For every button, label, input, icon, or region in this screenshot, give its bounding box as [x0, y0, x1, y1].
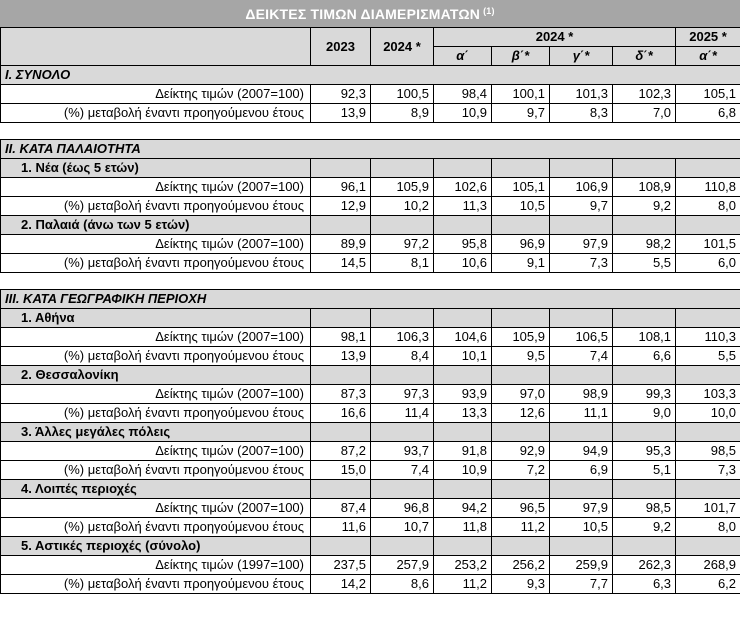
- group-filler: [613, 480, 676, 499]
- value-cell: 91,8: [434, 442, 492, 461]
- group-filler: [676, 366, 740, 385]
- group-filler: [492, 423, 550, 442]
- group-filler: [550, 366, 613, 385]
- table-row: [1, 575, 740, 594]
- group-header-row: [1, 366, 740, 385]
- group-filler: [311, 159, 371, 178]
- value-cell: 7,2: [492, 461, 550, 480]
- group-filler: [434, 480, 492, 499]
- group-filler: [371, 159, 434, 178]
- value-cell: 256,2: [492, 556, 550, 575]
- value-cell: 93,9: [434, 385, 492, 404]
- value-cell: 103,3: [676, 385, 740, 404]
- value-cell: 110,8: [676, 178, 740, 197]
- value-cell: 6,9: [550, 461, 613, 480]
- value-cell: 7,3: [676, 461, 740, 480]
- value-cell: 13,9: [311, 104, 371, 123]
- group-filler: [492, 216, 550, 235]
- value-cell: 96,9: [492, 235, 550, 254]
- row-label: Δείκτης τιμών (2007=100): [1, 442, 311, 461]
- value-cell: 105,1: [492, 178, 550, 197]
- row-label: Δείκτης τιμών (2007=100): [1, 499, 311, 518]
- row-label: (%) μεταβολή έναντι προηγούμενου έτους: [1, 254, 311, 273]
- value-cell: 98,9: [550, 385, 613, 404]
- value-cell: 102,3: [613, 85, 676, 104]
- table-row: [1, 85, 740, 104]
- price-index-table: [0, 27, 740, 594]
- header-quarter: γ΄*: [550, 47, 613, 66]
- group-filler: [311, 480, 371, 499]
- value-cell: 95,8: [434, 235, 492, 254]
- value-cell: 10,9: [434, 104, 492, 123]
- section-filler: [371, 140, 434, 159]
- value-cell: 105,9: [371, 178, 434, 197]
- section-title: III. ΚΑΤΑ ΓΕΩΓΡΑΦΙΚΗ ΠΕΡΙΟΧΗ: [1, 290, 311, 309]
- group-filler: [371, 309, 434, 328]
- value-cell: 15,0: [311, 461, 371, 480]
- section-title: I. ΣΥΝΟΛΟ: [1, 66, 311, 85]
- value-cell: 14,2: [311, 575, 371, 594]
- value-cell: 108,9: [613, 178, 676, 197]
- section-filler: [613, 290, 676, 309]
- value-cell: 106,5: [550, 328, 613, 347]
- group-title: 3. Άλλες μεγάλες πόλεις: [1, 423, 311, 442]
- value-cell: 9,0: [613, 404, 676, 423]
- spacer-row: [1, 123, 740, 140]
- table-title: [0, 0, 740, 27]
- value-cell: 98,1: [311, 328, 371, 347]
- section-header-row: [1, 290, 740, 309]
- table-body: [1, 66, 740, 594]
- value-cell: 12,9: [311, 197, 371, 216]
- value-cell: 11,1: [550, 404, 613, 423]
- value-cell: 11,8: [434, 518, 492, 537]
- group-filler: [311, 366, 371, 385]
- group-filler: [434, 159, 492, 178]
- row-label: Δείκτης τιμών (2007=100): [1, 385, 311, 404]
- value-cell: 93,7: [371, 442, 434, 461]
- header-2024: 2024 *: [371, 28, 434, 66]
- group-title: 4. Λοιπές περιοχές: [1, 480, 311, 499]
- value-cell: 9,2: [613, 518, 676, 537]
- header-quarter: α΄*: [676, 47, 740, 66]
- section-filler: [311, 140, 371, 159]
- table-row: [1, 442, 740, 461]
- table-row: [1, 328, 740, 347]
- value-cell: 6,6: [613, 347, 676, 366]
- table-row: [1, 235, 740, 254]
- value-cell: 8,0: [676, 518, 740, 537]
- value-cell: 6,8: [676, 104, 740, 123]
- value-cell: 12,6: [492, 404, 550, 423]
- value-cell: 10,5: [550, 518, 613, 537]
- row-label: (%) μεταβολή έναντι προηγούμενου έτους: [1, 104, 311, 123]
- value-cell: 6,0: [676, 254, 740, 273]
- table-row: [1, 556, 740, 575]
- value-cell: 11,3: [434, 197, 492, 216]
- value-cell: 92,9: [492, 442, 550, 461]
- row-label: Δείκτης τιμών (2007=100): [1, 178, 311, 197]
- value-cell: 10,1: [434, 347, 492, 366]
- title-footnote: (1): [483, 5, 495, 16]
- value-cell: 7,7: [550, 575, 613, 594]
- value-cell: 8,0: [676, 197, 740, 216]
- value-cell: 9,2: [613, 197, 676, 216]
- group-filler: [434, 309, 492, 328]
- row-label: (%) μεταβολή έναντι προηγούμενου έτους: [1, 518, 311, 537]
- table-row: [1, 404, 740, 423]
- section-filler: [613, 66, 676, 85]
- row-label: (%) μεταβολή έναντι προηγούμενου έτους: [1, 575, 311, 594]
- group-filler: [550, 537, 613, 556]
- group-title: 2. Θεσσαλονίκη: [1, 366, 311, 385]
- value-cell: 102,6: [434, 178, 492, 197]
- value-cell: 101,7: [676, 499, 740, 518]
- section-filler: [434, 290, 492, 309]
- value-cell: 9,3: [492, 575, 550, 594]
- section-filler: [492, 290, 550, 309]
- value-cell: 89,9: [311, 235, 371, 254]
- value-cell: 16,6: [311, 404, 371, 423]
- value-cell: 106,3: [371, 328, 434, 347]
- group-filler: [613, 366, 676, 385]
- section-filler: [550, 66, 613, 85]
- value-cell: 108,1: [613, 328, 676, 347]
- table-row: [1, 461, 740, 480]
- header-quarter: β΄*: [492, 47, 550, 66]
- group-filler: [550, 159, 613, 178]
- value-cell: 7,4: [550, 347, 613, 366]
- value-cell: 98,5: [676, 442, 740, 461]
- group-filler: [371, 480, 434, 499]
- group-filler: [676, 423, 740, 442]
- value-cell: 105,9: [492, 328, 550, 347]
- value-cell: 6,3: [613, 575, 676, 594]
- group-filler: [434, 423, 492, 442]
- group-filler: [550, 309, 613, 328]
- group-filler: [311, 216, 371, 235]
- value-cell: 98,5: [613, 499, 676, 518]
- value-cell: 6,2: [676, 575, 740, 594]
- group-title: 5. Αστικές περιοχές (σύνολο): [1, 537, 311, 556]
- value-cell: 7,0: [613, 104, 676, 123]
- value-cell: 5,1: [613, 461, 676, 480]
- value-cell: 87,2: [311, 442, 371, 461]
- value-cell: 10,7: [371, 518, 434, 537]
- value-cell: 8,4: [371, 347, 434, 366]
- value-cell: 94,2: [434, 499, 492, 518]
- value-cell: 9,7: [550, 197, 613, 216]
- header-2023: 2023: [311, 28, 371, 66]
- group-filler: [613, 309, 676, 328]
- value-cell: 11,2: [492, 518, 550, 537]
- group-filler: [311, 423, 371, 442]
- value-cell: 87,4: [311, 499, 371, 518]
- row-label: Δείκτης τιμών (2007=100): [1, 235, 311, 254]
- group-filler: [371, 423, 434, 442]
- value-cell: 101,5: [676, 235, 740, 254]
- value-cell: 10,0: [676, 404, 740, 423]
- section-filler: [492, 66, 550, 85]
- header-quarter: δ΄*: [613, 47, 676, 66]
- table-row: [1, 197, 740, 216]
- group-header-row: [1, 159, 740, 178]
- group-header-row: [1, 537, 740, 556]
- header-group-2025: 2025 *: [676, 28, 740, 47]
- group-filler: [371, 537, 434, 556]
- section-header-row: [1, 66, 740, 85]
- value-cell: 96,1: [311, 178, 371, 197]
- value-cell: 98,4: [434, 85, 492, 104]
- value-cell: 104,6: [434, 328, 492, 347]
- table-header: [1, 28, 740, 66]
- value-cell: 11,4: [371, 404, 434, 423]
- row-label: (%) μεταβολή έναντι προηγούμενου έτους: [1, 197, 311, 216]
- group-filler: [676, 537, 740, 556]
- group-filler: [676, 480, 740, 499]
- section-filler: [311, 290, 371, 309]
- group-filler: [311, 309, 371, 328]
- group-title: 1. Νέα (έως 5 ετών): [1, 159, 311, 178]
- value-cell: 106,9: [550, 178, 613, 197]
- group-filler: [371, 216, 434, 235]
- section-filler: [371, 66, 434, 85]
- value-cell: 9,7: [492, 104, 550, 123]
- value-cell: 96,5: [492, 499, 550, 518]
- group-header-row: [1, 480, 740, 499]
- group-filler: [492, 537, 550, 556]
- table-row: [1, 385, 740, 404]
- group-filler: [550, 423, 613, 442]
- table-row: [1, 347, 740, 366]
- value-cell: 95,3: [613, 442, 676, 461]
- group-filler: [550, 480, 613, 499]
- group-filler: [492, 309, 550, 328]
- group-filler: [613, 216, 676, 235]
- row-label: Δείκτης τιμών (2007=100): [1, 85, 311, 104]
- group-filler: [613, 537, 676, 556]
- value-cell: 87,3: [311, 385, 371, 404]
- value-cell: 105,1: [676, 85, 740, 104]
- section-filler: [550, 290, 613, 309]
- value-cell: 97,9: [550, 235, 613, 254]
- section-filler: [676, 66, 740, 85]
- table-row: [1, 499, 740, 518]
- value-cell: 97,3: [371, 385, 434, 404]
- value-cell: 94,9: [550, 442, 613, 461]
- header-blank: [1, 28, 311, 66]
- group-filler: [676, 309, 740, 328]
- value-cell: 259,9: [550, 556, 613, 575]
- value-cell: 13,3: [434, 404, 492, 423]
- row-label: (%) μεταβολή έναντι προηγούμενου έτους: [1, 347, 311, 366]
- section-filler: [371, 290, 434, 309]
- group-filler: [550, 216, 613, 235]
- value-cell: 110,3: [676, 328, 740, 347]
- group-filler: [676, 159, 740, 178]
- value-cell: 7,3: [550, 254, 613, 273]
- group-filler: [613, 423, 676, 442]
- value-cell: 5,5: [676, 347, 740, 366]
- value-cell: 97,9: [550, 499, 613, 518]
- value-cell: 98,2: [613, 235, 676, 254]
- row-label: (%) μεταβολή έναντι προηγούμενου έτους: [1, 461, 311, 480]
- value-cell: 5,5: [613, 254, 676, 273]
- value-cell: 11,2: [434, 575, 492, 594]
- value-cell: 257,9: [371, 556, 434, 575]
- table-row: [1, 254, 740, 273]
- value-cell: 14,5: [311, 254, 371, 273]
- section-filler: [434, 66, 492, 85]
- row-label: (%) μεταβολή έναντι προηγούμενου έτους: [1, 404, 311, 423]
- value-cell: 101,3: [550, 85, 613, 104]
- group-header-row: [1, 309, 740, 328]
- spacer-cell: [1, 123, 740, 140]
- section-filler: [492, 140, 550, 159]
- value-cell: 7,4: [371, 461, 434, 480]
- value-cell: 10,9: [434, 461, 492, 480]
- row-label: Δείκτης τιμών (2007=100): [1, 328, 311, 347]
- value-cell: 8,6: [371, 575, 434, 594]
- value-cell: 96,8: [371, 499, 434, 518]
- section-filler: [613, 140, 676, 159]
- table-title-text: ΔΕΙΚΤΕΣ ΤΙΜΩΝ ΔΙΑΜΕΡΙΣΜΑΤΩΝ: [245, 5, 481, 22]
- spacer-cell: [1, 273, 740, 290]
- value-cell: 100,1: [492, 85, 550, 104]
- value-cell: 237,5: [311, 556, 371, 575]
- value-cell: 10,6: [434, 254, 492, 273]
- value-cell: 9,1: [492, 254, 550, 273]
- section-title: II. ΚΑΤΑ ΠΑΛΑΙΟΤΗΤΑ: [1, 140, 311, 159]
- group-filler: [434, 366, 492, 385]
- value-cell: 253,2: [434, 556, 492, 575]
- value-cell: 9,5: [492, 347, 550, 366]
- spacer-row: [1, 273, 740, 290]
- value-cell: 100,5: [371, 85, 434, 104]
- group-filler: [434, 537, 492, 556]
- group-filler: [434, 216, 492, 235]
- section-filler: [311, 66, 371, 85]
- row-label: Δείκτης τιμών (1997=100): [1, 556, 311, 575]
- group-filler: [492, 159, 550, 178]
- value-cell: 262,3: [613, 556, 676, 575]
- section-filler: [676, 290, 740, 309]
- value-cell: 8,1: [371, 254, 434, 273]
- group-header-row: [1, 216, 740, 235]
- value-cell: 92,3: [311, 85, 371, 104]
- value-cell: 8,3: [550, 104, 613, 123]
- value-cell: 10,2: [371, 197, 434, 216]
- header-quarter: α΄: [434, 47, 492, 66]
- section-header-row: [1, 140, 740, 159]
- value-cell: 8,9: [371, 104, 434, 123]
- group-header-row: [1, 423, 740, 442]
- section-filler: [676, 140, 740, 159]
- group-filler: [371, 366, 434, 385]
- group-filler: [492, 366, 550, 385]
- section-filler: [434, 140, 492, 159]
- section-filler: [550, 140, 613, 159]
- value-cell: 268,9: [676, 556, 740, 575]
- group-title: 1. Αθήνα: [1, 309, 311, 328]
- table-row: [1, 178, 740, 197]
- table-row: [1, 518, 740, 537]
- group-filler: [613, 159, 676, 178]
- value-cell: 99,3: [613, 385, 676, 404]
- group-filler: [676, 216, 740, 235]
- value-cell: 10,5: [492, 197, 550, 216]
- value-cell: 97,0: [492, 385, 550, 404]
- group-title: 2. Παλαιά (άνω των 5 ετών): [1, 216, 311, 235]
- value-cell: 13,9: [311, 347, 371, 366]
- table-row: [1, 104, 740, 123]
- value-cell: 11,6: [311, 518, 371, 537]
- group-filler: [311, 537, 371, 556]
- value-cell: 97,2: [371, 235, 434, 254]
- header-group-2024: 2024 *: [434, 28, 676, 47]
- group-filler: [492, 480, 550, 499]
